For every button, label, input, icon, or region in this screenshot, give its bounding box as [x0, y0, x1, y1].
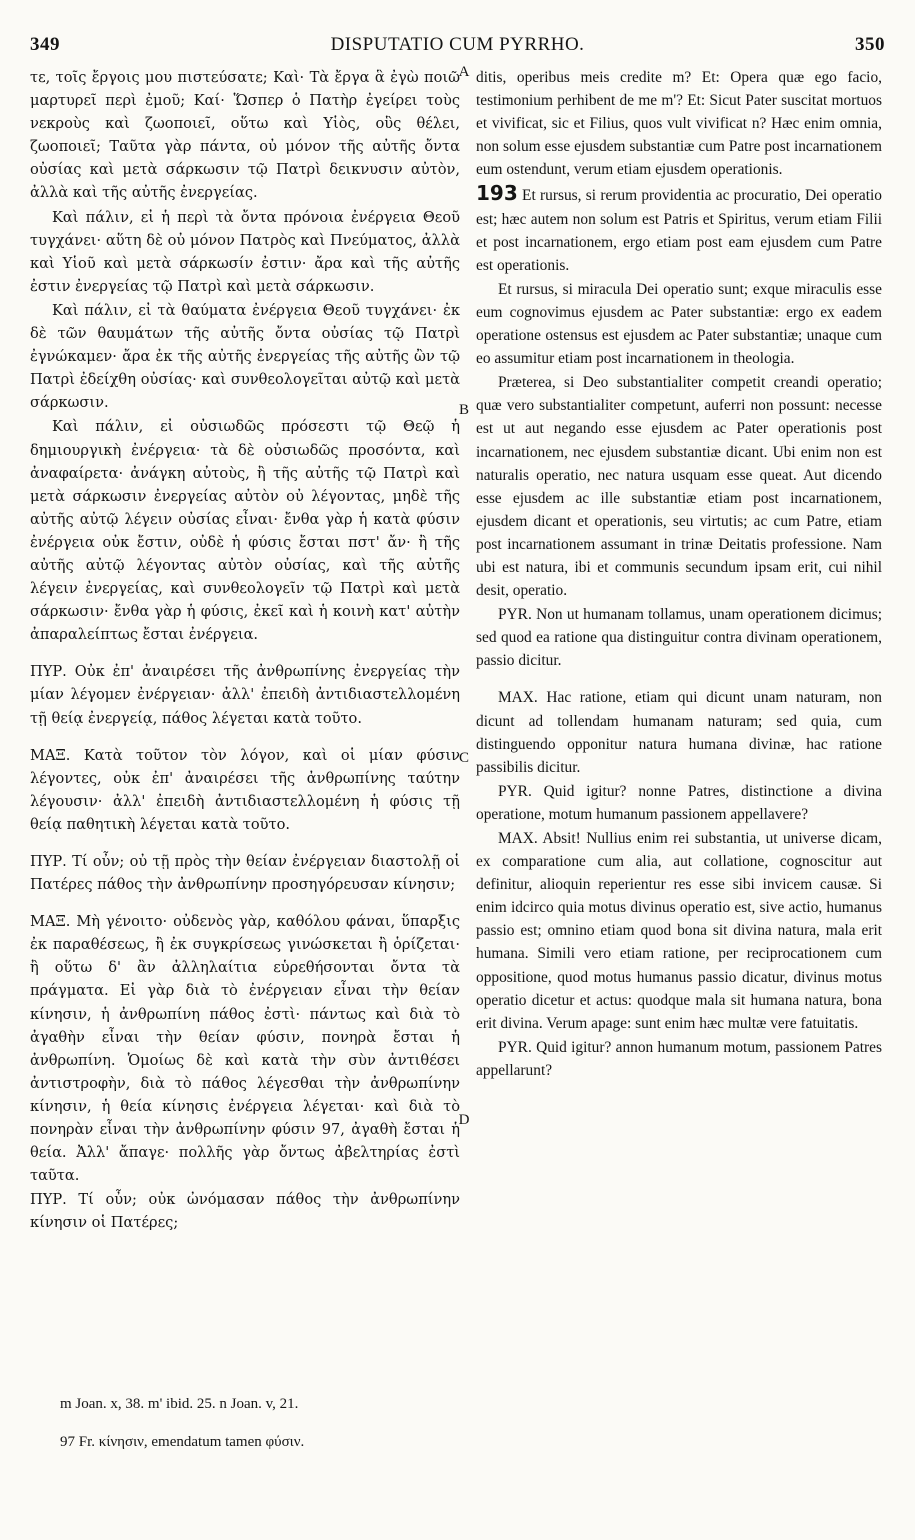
latin-paragraph-9: PYR. Quid igitur? annon humanum motum, passionem Patres appellarunt? — [476, 1038, 882, 1079]
latin-paragraph-8: MAX. Absit! Nullius enim rei substantia, ut universe dicam, ex comparatione cum alia, aut collatione, cognoscitur aut definitur, alioquin reperientur res esse sibi invicem causæ. Si enim idcirco quia motus divinus operatio est, sive actio, humanus passio est; omnino etiam quod bona sit divina natura, mala erit humana. Simili vero etiam ratione, per reciprocationem cum oppositione, quod motus humanus passio dicatur, divinus motus operatio dicetur et actus: quodque mala sit humana natura, bona erit divina. Verum apage: sunt enim hæc multæ vere fatuitatis. — [476, 830, 882, 1032]
margin-letter-a: A — [458, 64, 470, 80]
running-header — [30, 34, 885, 60]
latin-paragraph-7: PYR. Quid igitur? nonne Patres, distinctione a divina operatione, motum humanum passionem appellavere? — [476, 782, 882, 823]
latin-paragraph-1: ditis, operibus meis credite m? Et: Opera quæ ego facio, testimonium perhibent de me m'? Et: Sicut Pater suscitat mortuos et vivificat, sic et Filius, quos vult vivificat n? Hæc enim omnia, non solum esse ejusdem substantiæ cum Patre post incarnationem eum ostendunt, verum etiam ejusdem operationis. — [476, 69, 882, 179]
greek-paragraph-7: ΠΥΡ. Τί οὖν; οὐ τῇ πρὸς τὴν θείαν ἐνέργειαν διαστολῇ οἱ Πατέρες πάθος τὴν ἀνθρωπίνην προσηγόρευσαν κίνησιν; — [30, 853, 460, 894]
greek-paragraph-4: Καὶ πάλιν, εἰ οὐσιωδῶς πρόσεστι τῷ Θεῷ ἡ δημιουργικὴ ἐνέργεια· τὰ δὲ οὐσιωδῶς προσόντα, καὶ ἀναφαίρετα· ἀνάγκη αὐτοὺς, ἢ τῆς αὐτῆς τῷ Πατρὶ καὶ μετὰ σάρκωσιν ἐνεργείας αὐτὸν οὐ λέγοντας, μηδὲ τῆς αὐτῆς αὐτῷ λέγειν οὐσίας εἶναι· ἔνθα γὰρ ἡ κατὰ φύσιν ἐνέργεια οὐκ ἔστιν, οὐδὲ ἡ φύσις ἔσται πστ' ἄν· ἢ τῆς αὐτῆς αὐτῷ λέγοντας αὐτὸν οὐσίας, καὶ τῆς αὐτῆς λέγειν ἐνεργείας, καὶ συνθεολογεῖν τῷ Πατρὶ καὶ μετὰ σάρκωσιν· ἔνθα γὰρ ἡ φύσις, ἐκεῖ καὶ ἡ κοινὴ κατ' αὐτὴν ἀπαραλείπτως ἔσται ἐνέργεια. — [30, 418, 460, 644]
greek-paragraph-6: ΜΑΞ. Κατὰ τοῦτον τὸν λόγον, καὶ οἱ μίαν φύσιν λέγοντες, οὐκ ἐπ' ἀναιρέσει τῆς ἀνθρωπίνης ταύτην λέγουσιν· ἀλλ' ἐπειδὴ ἀντιδιαστελλομένη ἡ φύσις τῇ θείᾳ παθητικὴ λέγεται κατὰ τοῦτο. — [30, 746, 460, 833]
latin-paragraph-3: Et rursus, si miracula Dei operatio sunt; exque miraculis esse eum cognovimus ejusdem ac Pater substantiæ: ergo ex eadem operatione ostensus est ejusdem ac Pater substantiæ; unaque cum eo assumitur etiam post incarnationem in theologia. — [476, 280, 882, 368]
section-number: 193 — [476, 181, 518, 206]
footnote-97: 97 Fr. κίνησιν, emendatum tamen φύσιν. — [60, 1434, 305, 1450]
latin-paragraph-2-text: Et rursus, si rerum providentia ac procuratio, Dei operatio est; hæc autem non solum est Patris et Spiritus, verum etiam Filii et post incarnationem, ergo etiam post eam ejusdem cum Patre est operationis. — [476, 187, 882, 274]
page-title: DISPUTATIO CUM PYRRHO. — [330, 34, 585, 55]
greek-paragraph-3: Καὶ πάλιν, εἰ τὰ θαύματα ἐνέργεια Θεοῦ τυγχάνει· ἐκ δὲ τῶν θαυμάτων τῆς αὐτῆς ὄντα οὐσίας τῷ Πατρὶ ἐγνώκαμεν· ἄρα ἐκ τῆς αὐτῆς ἐνεργείας τῆς αὐτῆς ὢν τῷ Πατρὶ ἐδείχθη οὐσίας· καὶ συνθεολογεῖται αὐτῷ καὶ μετὰ σάρκωσιν. — [30, 301, 460, 412]
greek-column — [30, 66, 460, 1236]
margin-letter-b: B — [458, 402, 469, 418]
latin-paragraph-4: Præterea, si Deo substantialiter competit creandi operatio; quæ vero substantialiter competunt, auferri non possunt: necesse est ut aut negando esse ejusdem ac Pater operationis post incarnationem, nec ejusdem substantiæ dicant. Ubi enim non est naturalis operatio, nec natura usquam esse queat. Aut dicendo esse ejusdem ac ille substantiæ etiam post incarnationem, ejusdem dicant et operationis, seu virtutis; ac cum Patre, etiam post incarnationem assumant in trinæ Deitatis professione. Nam ubi est natura, ibi et communis secundum ipsam erit, cui nihil desit, operatio. — [476, 374, 882, 600]
latin-paragraph-6: MAX. Hac ratione, etiam qui dicunt unam naturam, non dicunt ad tollendam humanam naturam; sed quia, cum distinguendo opponitur natura humana divinæ, hac ratione passibilis dicitur. — [476, 689, 882, 776]
footnotes — [60, 1394, 760, 1452]
greek-paragraph-5: ΠΥΡ. Οὐκ ἐπ' ἀναιρέσει τῆς ἀνθρωπίνης ἐνεργείας τὴν μίαν λέγομεν ἐνέργειαν· ἀλλ' ἐπειδὴ ἀντιδιαστελλομένη τῇ θείᾳ ἐνεργείᾳ, πάθος λέγεται κατὰ τοῦτο. — [30, 663, 460, 727]
latin-paragraph-2 — [476, 182, 882, 276]
greek-paragraph-2: Καὶ πάλιν, εἰ ἡ περὶ τὰ ὄντα πρόνοια ἐνέργεια Θεοῦ τυγχάνει· αὕτη δὲ οὐ μόνον Πατρὸς καὶ Πνεύματος, ἀλλὰ καὶ Υἱοῦ καὶ μετὰ σάρκωσίν ἐστιν· ἄρα καὶ τῆς αὐτῆς ἐστιν ἐνεργείας τῷ Πατρὶ καὶ μετὰ σάρκωσιν. — [30, 208, 460, 295]
margin-letter-c: C — [458, 750, 469, 766]
page-number-left: 349 — [30, 34, 60, 55]
page-number-right: 350 — [855, 34, 885, 55]
margin-letter-d: D — [458, 1112, 470, 1128]
greek-paragraph-9: ΠΥΡ. Τί οὖν; οὐκ ὠνόμασαν πάθος τὴν ἀνθρωπίνην κίνησιν οἱ Πατέρες; — [30, 1191, 460, 1232]
latin-column — [476, 66, 882, 1083]
greek-paragraph-1: τε, τοῖς ἔργοις μου πιστεύσατε; Καὶ· Τὰ ἔργα ἃ ἐγὼ ποιῶ μαρτυρεῖ περὶ ἐμοῦ; Καί· Ὥσπερ ὁ Πατὴρ ἐγείρει τοὺς νεκροὺς καὶ ζωοποιεῖ, οὕτω καὶ Υἱὸς, οὓς θέλει, ζωοποιεῖ; Ταῦτα γὰρ πάντα, οὐ μόνον τῆς αὐτῆς ὄντα οὐσίας καὶ μετὰ σάρκωσιν τῷ Πατρὶ δεικνυσιν αὐτὸν, ἀλλὰ καὶ τῆς αὐτῆς ἐνεργείας. — [30, 69, 460, 202]
greek-paragraph-8: ΜΑΞ. Μὴ γένοιτο· οὐδενὸς γὰρ, καθόλου φάναι, ὕπαρξις ἐκ παραθέσεως, ἢ ἐκ συγκρίσεως γινώσκεται ἢ ὁρίζεται· ἢ οὕτω δ' ἂν ἀλληλαίτια εὑρεθήσονται ὄντα τὰ πράγματα. Εἰ γὰρ διὰ τὸ ἐνέργειαν εἶναι τὴν θείαν κίνησιν, ἡ ἀνθρωπίνη πάθος ἐστὶ· πάντως καὶ διὰ τὸ ἀγαθὴν εἶναι τὴν θείαν φύσιν, πονηρὰ ἔσται ἡ ἀνθρωπίνη. Ὁμοίως δὲ καὶ κατὰ τὴν σὺν ἀντιθέσει ἀντιστροφὴν, διὰ τὸ πάθος λέγεσθαι τὴν ἀνθρωπίνην κίνησιν, ἡ θεία κίνησις ἐνέργεια λέγεται· καὶ διὰ τὸ πονηρὰν εἶναι τὴν ἀνθρωπίνην φύσιν 97, ἀγαθὴ ἔσται ἡ θεία. Ἀλλ' ἄπαγε· πολλῆς γὰρ ὄντως ἀβελτηρίας ἐστὶ ταῦτα. — [30, 913, 460, 1185]
latin-paragraph-5: PYR. Non ut humanam tollamus, unam operationem dicimus; sed quod ea ratione qua distinguitur contra divinam operationem, passio dicitur. — [476, 606, 882, 670]
footnote-references: m Joan. x, 38. m' ibid. 25. n Joan. v, 21. — [60, 1396, 299, 1412]
